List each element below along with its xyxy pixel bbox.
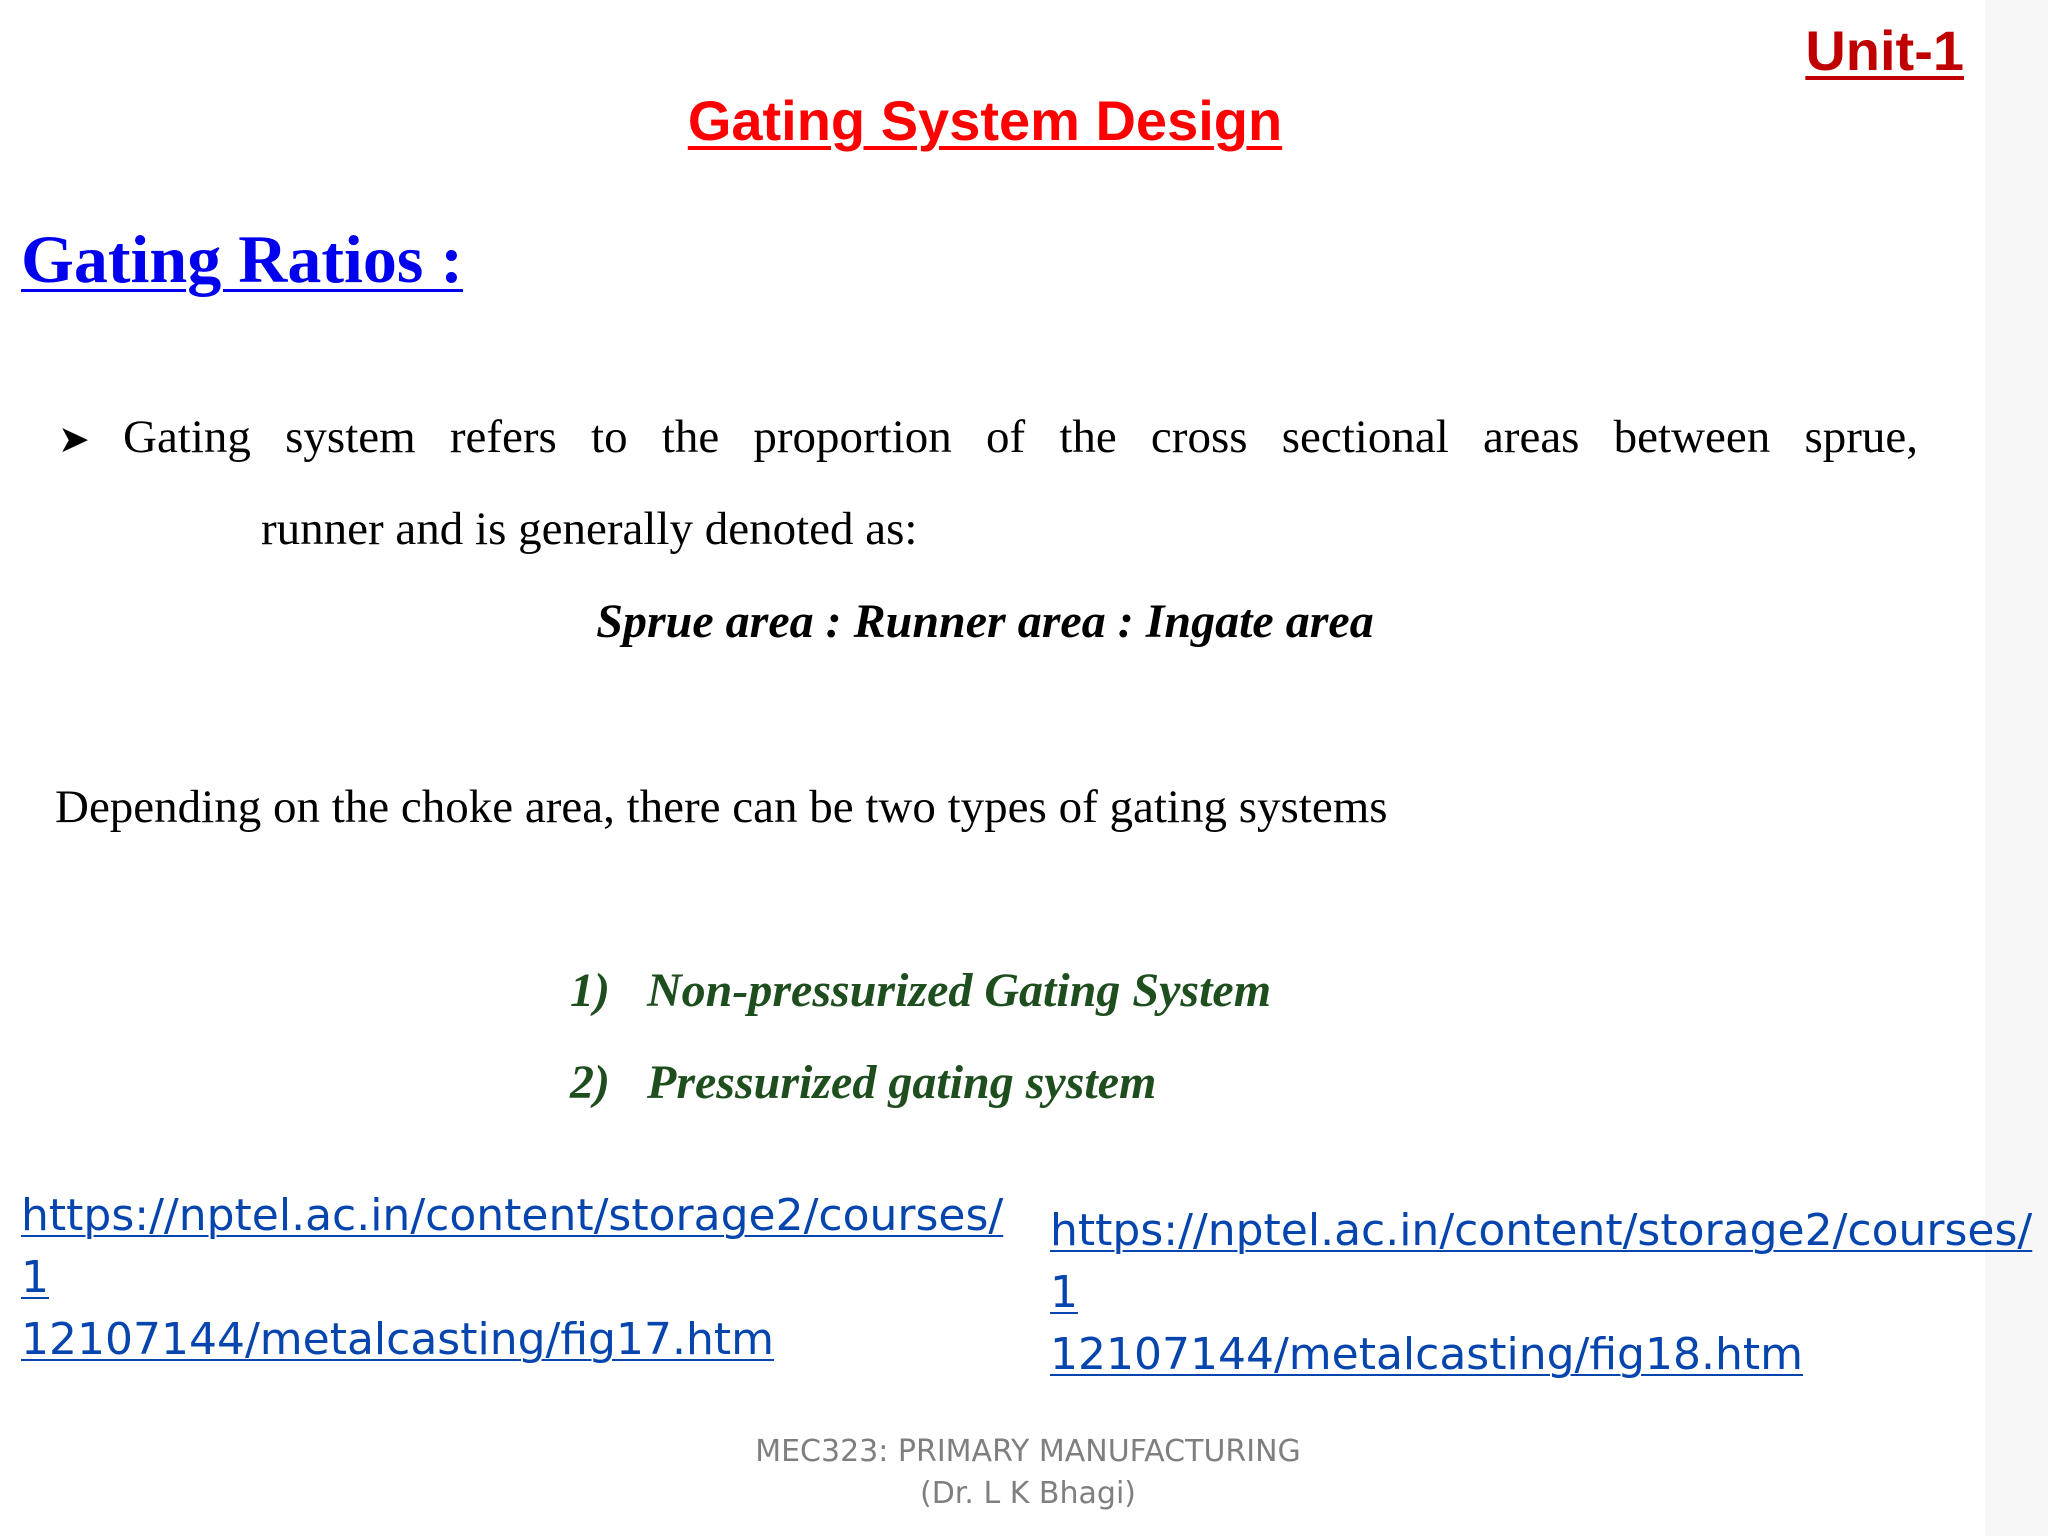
link-line: 12107144/metalcasting/fig18.htm (1050, 1329, 1803, 1380)
arrow-bullet-icon: ➤ (58, 419, 90, 461)
footer-course: MEC323: PRIMARY MANUFACTURING (755, 1434, 1301, 1469)
footer-author: (Dr. L K Bhagi) (920, 1476, 1136, 1511)
bullet-text-line2: runner and is generally denoted as: (261, 503, 918, 555)
list-item-number: 1) (570, 964, 610, 1017)
nptel-link-fig17[interactable] (21, 1185, 1021, 1371)
ratio-formula (0, 594, 1970, 649)
section-heading: Gating Ratios : (21, 221, 463, 297)
list-item-label: Non-pressurized Gating System (647, 964, 1272, 1017)
gating-types-list (570, 963, 1271, 1147)
nptel-link-fig18[interactable] (1050, 1200, 2048, 1386)
ratio-formula-text: Sprue area : Runner area : Ingate area (596, 595, 1374, 648)
list-item-label: Pressurized gating system (647, 1056, 1157, 1109)
bullet-item (58, 410, 1918, 464)
footer (0, 1431, 2048, 1515)
intro-text: Depending on the choke area, there can be two types of gating systems (55, 781, 1388, 833)
page-title-text: Gating System Design (687, 89, 1283, 152)
list-item (570, 1055, 1271, 1147)
link-line: 12107144/metalcasting/fig17.htm (21, 1314, 774, 1365)
link-line: https://nptel.ac.in/content/storage2/courses/1 (21, 1190, 1004, 1303)
list-item-number: 2) (570, 1056, 610, 1109)
bullet-text-line1: Gating system refers to the proportion of the cross sectional areas between sprue, (123, 411, 1918, 463)
link-line: https://nptel.ac.in/content/storage2/courses/1 (1050, 1205, 2033, 1318)
unit-label: Unit-1 (1805, 19, 1964, 82)
page-title (0, 88, 1970, 153)
list-item (570, 963, 1271, 1055)
